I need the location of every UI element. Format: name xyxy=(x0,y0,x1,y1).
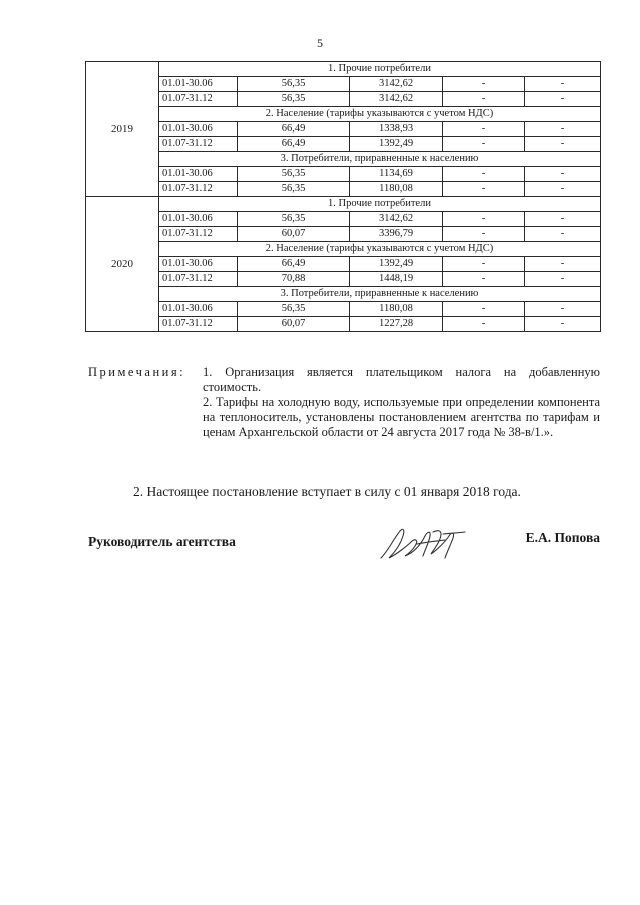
period-cell: 01.07-31.12 xyxy=(159,317,238,332)
empty-cell: - xyxy=(525,182,601,197)
empty-cell: - xyxy=(525,227,601,242)
group-header-row xyxy=(86,107,601,122)
empty-cell: - xyxy=(525,77,601,92)
table-row xyxy=(86,272,601,287)
tariff-component-2-cell: 1227,28 xyxy=(350,317,443,332)
tariff-component-1-cell: 56,35 xyxy=(238,302,350,317)
signature-block xyxy=(88,524,600,564)
group-title: 1. Прочие потребители xyxy=(159,62,601,77)
table-row xyxy=(86,77,601,92)
signatory-name: Е.А. Попова xyxy=(525,530,600,545)
empty-cell: - xyxy=(443,122,525,137)
handwritten-signature xyxy=(375,524,467,564)
table-row xyxy=(86,227,601,242)
year-cell: 2019 xyxy=(86,62,159,197)
group-title: 1. Прочие потребители xyxy=(159,197,601,212)
note-item: 1. Организация является плательщиком налога на добавленную стоимость. xyxy=(203,365,600,394)
tariff-component-1-cell: 56,35 xyxy=(238,212,350,227)
table-row xyxy=(86,302,601,317)
notes-label: Примечания: xyxy=(88,365,186,379)
period-cell: 01.07-31.12 xyxy=(159,92,238,107)
empty-cell: - xyxy=(525,167,601,182)
empty-cell: - xyxy=(443,92,525,107)
period-cell: 01.07-31.12 xyxy=(159,137,238,152)
tariff-component-1-cell: 70,88 xyxy=(238,272,350,287)
tariff-component-1-cell: 66,49 xyxy=(238,122,350,137)
empty-cell: - xyxy=(443,257,525,272)
tariff-table xyxy=(85,61,601,332)
tariff-component-2-cell: 3142,62 xyxy=(350,77,443,92)
year-cell: 2020 xyxy=(86,197,159,332)
tariff-component-2-cell: 1180,08 xyxy=(350,302,443,317)
empty-cell: - xyxy=(525,122,601,137)
period-cell: 01.01-30.06 xyxy=(159,302,238,317)
group-header-row xyxy=(86,197,601,212)
signatory-title: Руководитель агентства xyxy=(88,534,236,549)
tariff-component-2-cell: 1392,49 xyxy=(350,257,443,272)
empty-cell: - xyxy=(525,212,601,227)
empty-cell: - xyxy=(525,302,601,317)
empty-cell: - xyxy=(443,272,525,287)
group-header-row xyxy=(86,287,601,302)
tariff-component-2-cell: 1392,49 xyxy=(350,137,443,152)
group-title: 2. Население (тарифы указываются с учетом НДС) xyxy=(159,242,601,257)
period-cell: 01.01-30.06 xyxy=(159,122,238,137)
table-row xyxy=(86,122,601,137)
period-cell: 01.07-31.12 xyxy=(159,182,238,197)
tariff-component-1-cell: 60,07 xyxy=(238,317,350,332)
period-cell: 01.01-30.06 xyxy=(159,212,238,227)
page-number: 5 xyxy=(317,36,323,50)
tariff-component-1-cell: 56,35 xyxy=(238,167,350,182)
empty-cell: - xyxy=(525,92,601,107)
note-item: 2. Тарифы на холодную воду, используемые при определении компонента на теплоноситель, установлены постановлением агентства по тарифам и ценам Архангельской области от 24 августа 2017 года № 38-в/1.». xyxy=(203,395,600,439)
empty-cell: - xyxy=(525,137,601,152)
group-header-row xyxy=(86,152,601,167)
empty-cell: - xyxy=(525,272,601,287)
tariff-component-2-cell: 1180,08 xyxy=(350,182,443,197)
period-cell: 01.01-30.06 xyxy=(159,167,238,182)
table-row xyxy=(86,92,601,107)
tariff-component-2-cell: 3142,62 xyxy=(350,212,443,227)
empty-cell: - xyxy=(525,317,601,332)
group-title: 3. Потребители, приравненные к населению xyxy=(159,287,601,302)
period-cell: 01.01-30.06 xyxy=(159,257,238,272)
notes-list xyxy=(203,365,600,440)
empty-cell: - xyxy=(443,167,525,182)
tariff-component-1-cell: 56,35 xyxy=(238,77,350,92)
empty-cell: - xyxy=(443,227,525,242)
tariff-component-2-cell: 1134,69 xyxy=(350,167,443,182)
group-title: 2. Население (тарифы указываются с учетом НДС) xyxy=(159,107,601,122)
period-cell: 01.07-31.12 xyxy=(159,272,238,287)
tariff-component-1-cell: 56,35 xyxy=(238,92,350,107)
period-cell: 01.07-31.12 xyxy=(159,227,238,242)
table-row xyxy=(86,137,601,152)
table-row xyxy=(86,317,601,332)
table-row xyxy=(86,167,601,182)
tariff-component-1-cell: 66,49 xyxy=(238,137,350,152)
tariff-component-2-cell: 3142,62 xyxy=(350,92,443,107)
group-header-row xyxy=(86,62,601,77)
empty-cell: - xyxy=(525,257,601,272)
tariff-component-1-cell: 60,07 xyxy=(238,227,350,242)
empty-cell: - xyxy=(443,212,525,227)
period-cell: 01.01-30.06 xyxy=(159,77,238,92)
empty-cell: - xyxy=(443,317,525,332)
tariff-component-2-cell: 1338,93 xyxy=(350,122,443,137)
effective-date-clause: 2. Настоящее постановление вступает в силу с 01 января 2018 года. xyxy=(133,484,521,499)
empty-cell: - xyxy=(443,182,525,197)
group-header-row xyxy=(86,242,601,257)
table-row xyxy=(86,257,601,272)
group-title: 3. Потребители, приравненные к населению xyxy=(159,152,601,167)
table-row xyxy=(86,212,601,227)
table-row xyxy=(86,182,601,197)
tariff-component-1-cell: 56,35 xyxy=(238,182,350,197)
empty-cell: - xyxy=(443,137,525,152)
tariff-component-1-cell: 66,49 xyxy=(238,257,350,272)
empty-cell: - xyxy=(443,77,525,92)
tariff-component-2-cell: 1448,19 xyxy=(350,272,443,287)
tariff-component-2-cell: 3396,79 xyxy=(350,227,443,242)
empty-cell: - xyxy=(443,302,525,317)
